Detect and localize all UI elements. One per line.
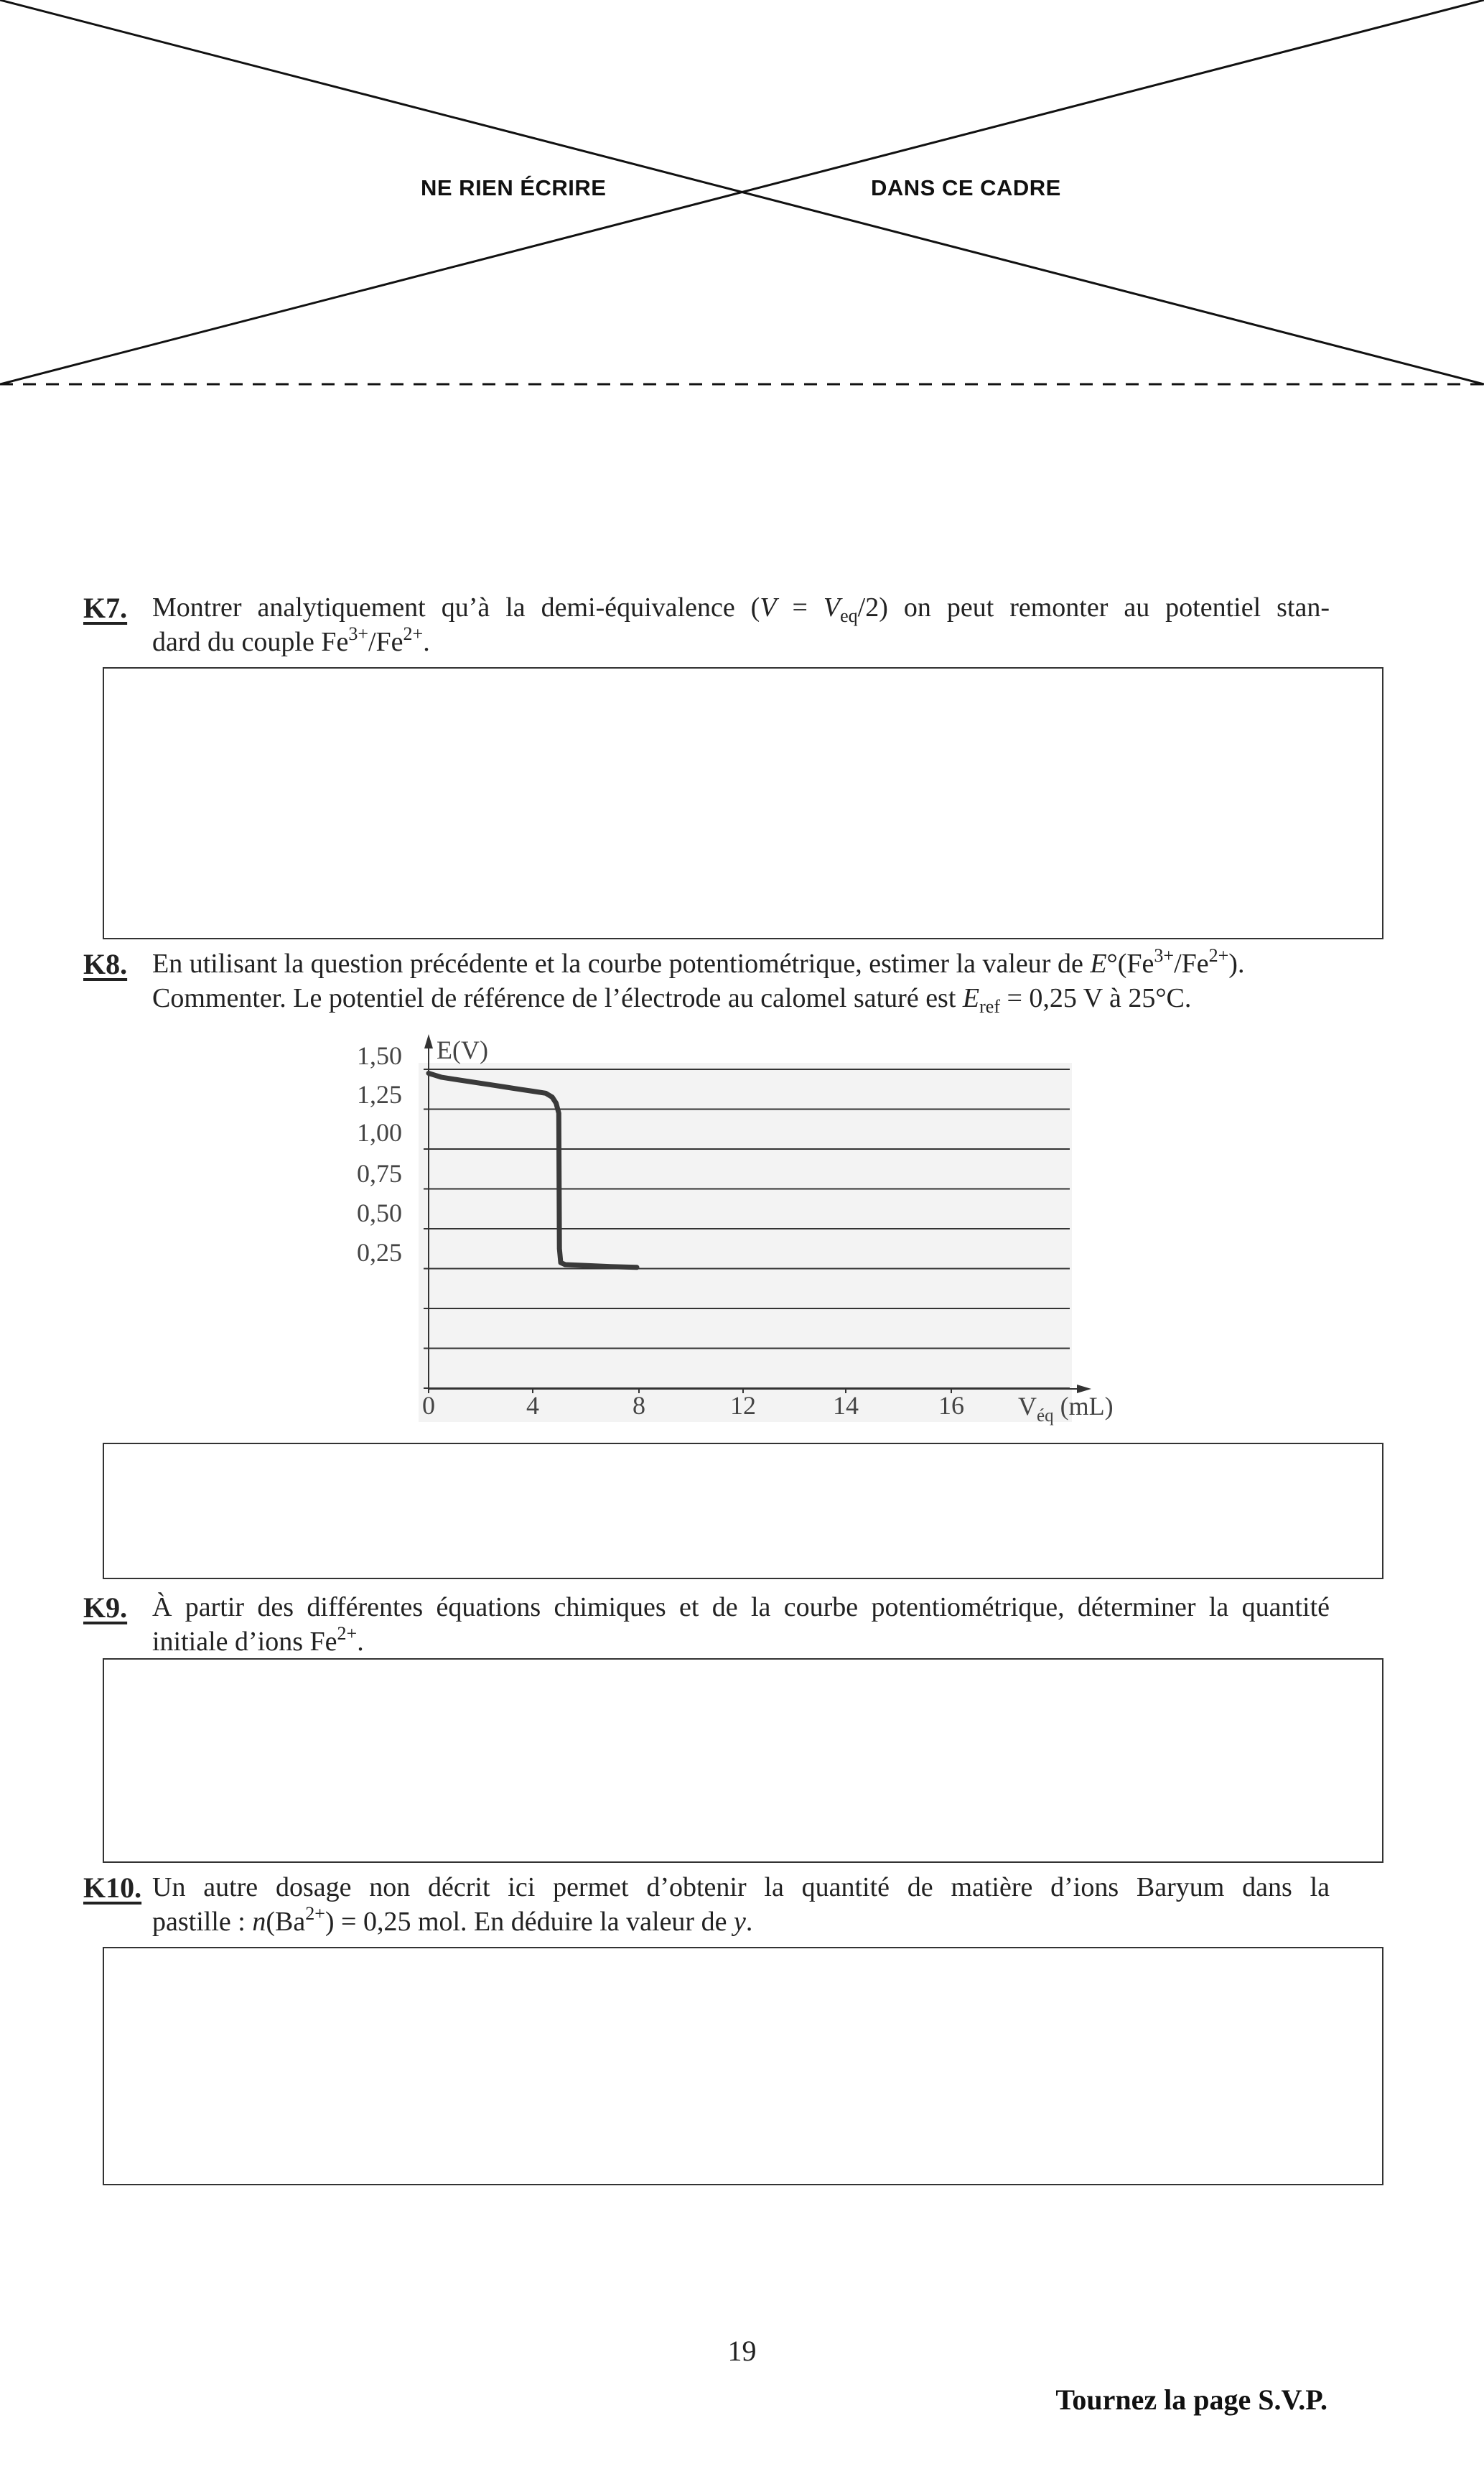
y-tick-label: 0,25 [357, 1238, 402, 1267]
x-tick-label: 14 [833, 1391, 859, 1420]
answer-box-k8[interactable] [103, 1443, 1383, 1579]
y-axis-title: E(V) [437, 1036, 488, 1064]
page-number: 19 [727, 2335, 757, 2367]
question-label-k8: K8. [83, 948, 128, 980]
header-left-text: NE RIEN ÉCRIRE [421, 175, 607, 200]
question-text-k10-line1: Un autre dosage non décrit ici permet d’obtenir la quantité de matière d’ions Baryum dans la [152, 1872, 1330, 1902]
plot-background [419, 1063, 1072, 1422]
x-axis-title: $V_{éq}$ (mL) [1018, 1392, 1114, 1426]
y-tick-label: 0,50 [357, 1199, 402, 1227]
y-tick-label: 1,50 [357, 1041, 402, 1070]
question-text-k8-line1: En utilisant la question précédente et la courbe potentiométrique, estimer la valeur de $E^\circ(Fe^{3+}/Fe^{2+})$. [152, 945, 1245, 979]
x-tick-label: 12 [730, 1391, 756, 1420]
question-text-k10-line2: pastille : $n(Ba^{2+}) = 0,25$ mol. En déduire la valeur de y. [152, 1903, 753, 1937]
x-tick-label: 16 [938, 1391, 964, 1420]
question-text-k9-line1: À partir des différentes équations chimiques et de la courbe potentiométrique, déterminer la quantité [152, 1592, 1330, 1622]
turn-page-note: Tournez la page S.V.P. [1055, 2384, 1327, 2416]
question-label-k10: K10. [83, 1871, 142, 1904]
y-tick-label: 1,25 [357, 1080, 402, 1109]
y-axis-arrow-icon [424, 1034, 433, 1048]
y-tick-label: 0,75 [357, 1159, 402, 1188]
answer-box-k10[interactable] [103, 1947, 1383, 2185]
question-text-k9-line2: initiale d’ions $Fe^{2+}$. [152, 1623, 364, 1657]
potentiometric-curve-chart [316, 1014, 1163, 1445]
answer-box-k7[interactable] [103, 667, 1383, 939]
header-right-text: DANS CE CADRE [871, 175, 1061, 200]
x-tick-label: 4 [526, 1391, 539, 1420]
x-tick-label: 0 [422, 1391, 435, 1420]
y-tick-label: 1,00 [357, 1118, 402, 1147]
question-text-k8-line2: Commenter. Le potentiel de référence de l’électrode au calomel saturé est $E_{ref} = 0,25$ V à 25°C. [152, 983, 1192, 1017]
y-tick-labels [357, 1041, 402, 1267]
question-label-k9: K9. [83, 1591, 128, 1624]
question-label-k7: K7. [83, 592, 128, 624]
answer-box-k9[interactable] [103, 1658, 1383, 1863]
question-text-k7-line1: Montrer analytiquement qu’à la demi-équivalence $(V = V_{eq}/2)$ on peut remonter au potentiel stan- [152, 592, 1330, 626]
header-crossed-frame [0, 0, 1484, 402]
question-text-k7-line2: dard du couple $Fe^{3+}/Fe^{2+}$. [152, 623, 430, 657]
x-tick-label: 8 [633, 1391, 645, 1420]
